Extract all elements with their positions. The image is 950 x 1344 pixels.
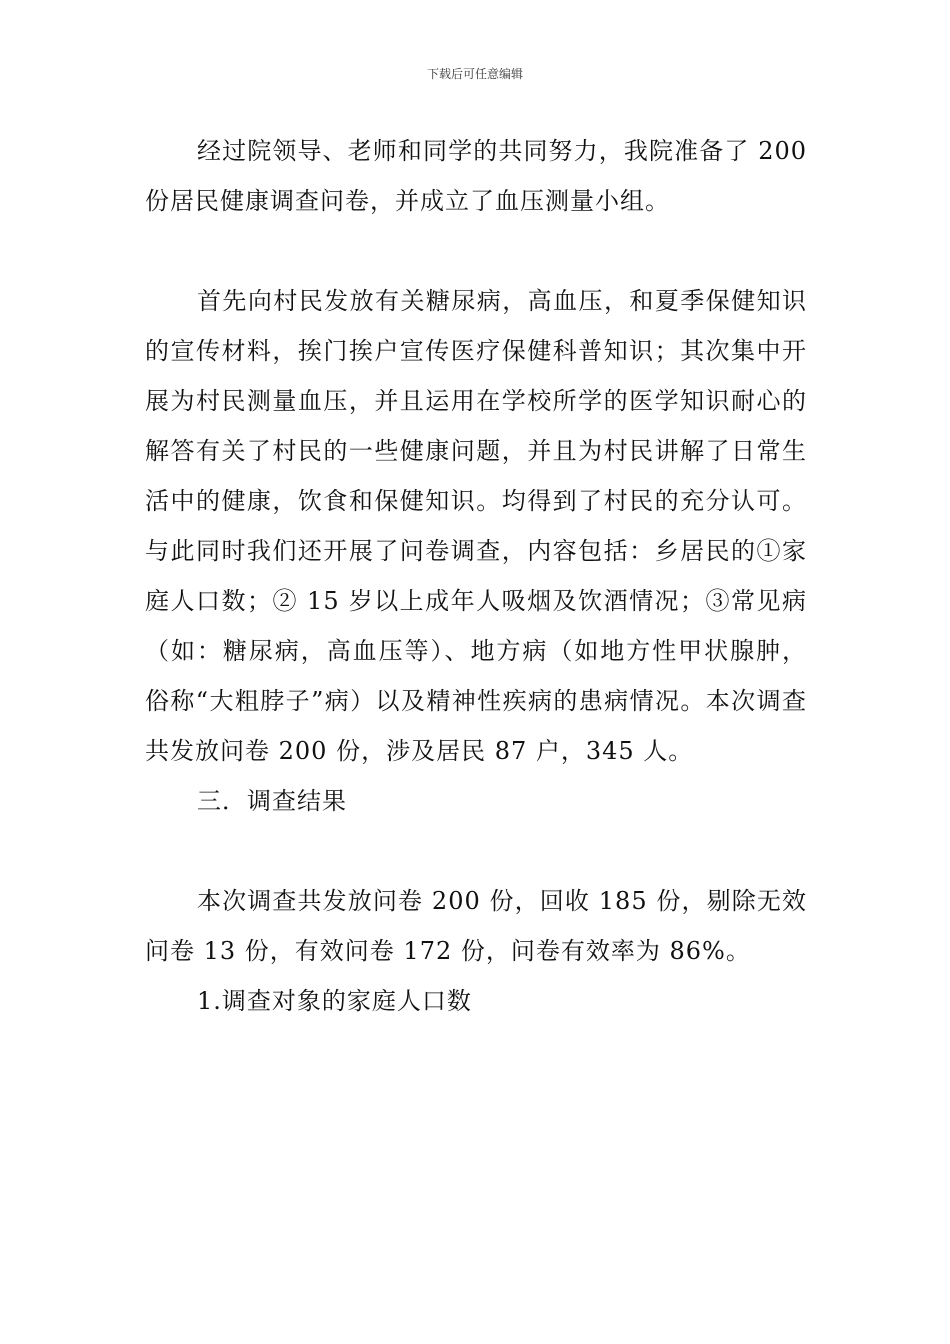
- paragraph-questionnaire-stats: 本次调查共发放问卷 200 份，回收 185 份，剔除无效问卷 13 份，有效问卷 172 份，问卷有效率为 86%。: [145, 887, 807, 965]
- document-body: [145, 126, 807, 1026]
- paragraph-preparation: 经过院领导、老师和同学的共同努力，我院准备了 200 份居民健康调查问卷，并成立了血压测量小组。: [145, 137, 807, 215]
- paragraph-activities: 首先向村民发放有关糖尿病，高血压，和夏季保健知识的宣传材料，挨门挨户宣传医疗保健科普知识；其次集中开展为村民测量血压，并且运用在学校所学的医学知识耐心的解答有关了村民的一些健康问题，并且为村民讲解了日常生活中的健康，饮食和保健知识。均得到了村民的充分认可。与此同时我们还开展了问卷调查，内容包括：乡居民的①家庭人口数；② 15 岁以上成年人吸烟及饮酒情况；③常见病（如：糖尿病，高血压等）、地方病（如地方性甲状腺肿，俗称“大粗脖子”病）以及精神性疾病的患病情况。本次调查共发放问卷 200 份，涉及居民 87 户，345 人。: [145, 287, 807, 765]
- section-heading-results: 三．调查结果: [197, 787, 347, 815]
- page-header: 下载后可任意编辑: [426, 67, 523, 81]
- subheading-household-size: 1.调查对象的家庭人口数: [197, 987, 472, 1015]
